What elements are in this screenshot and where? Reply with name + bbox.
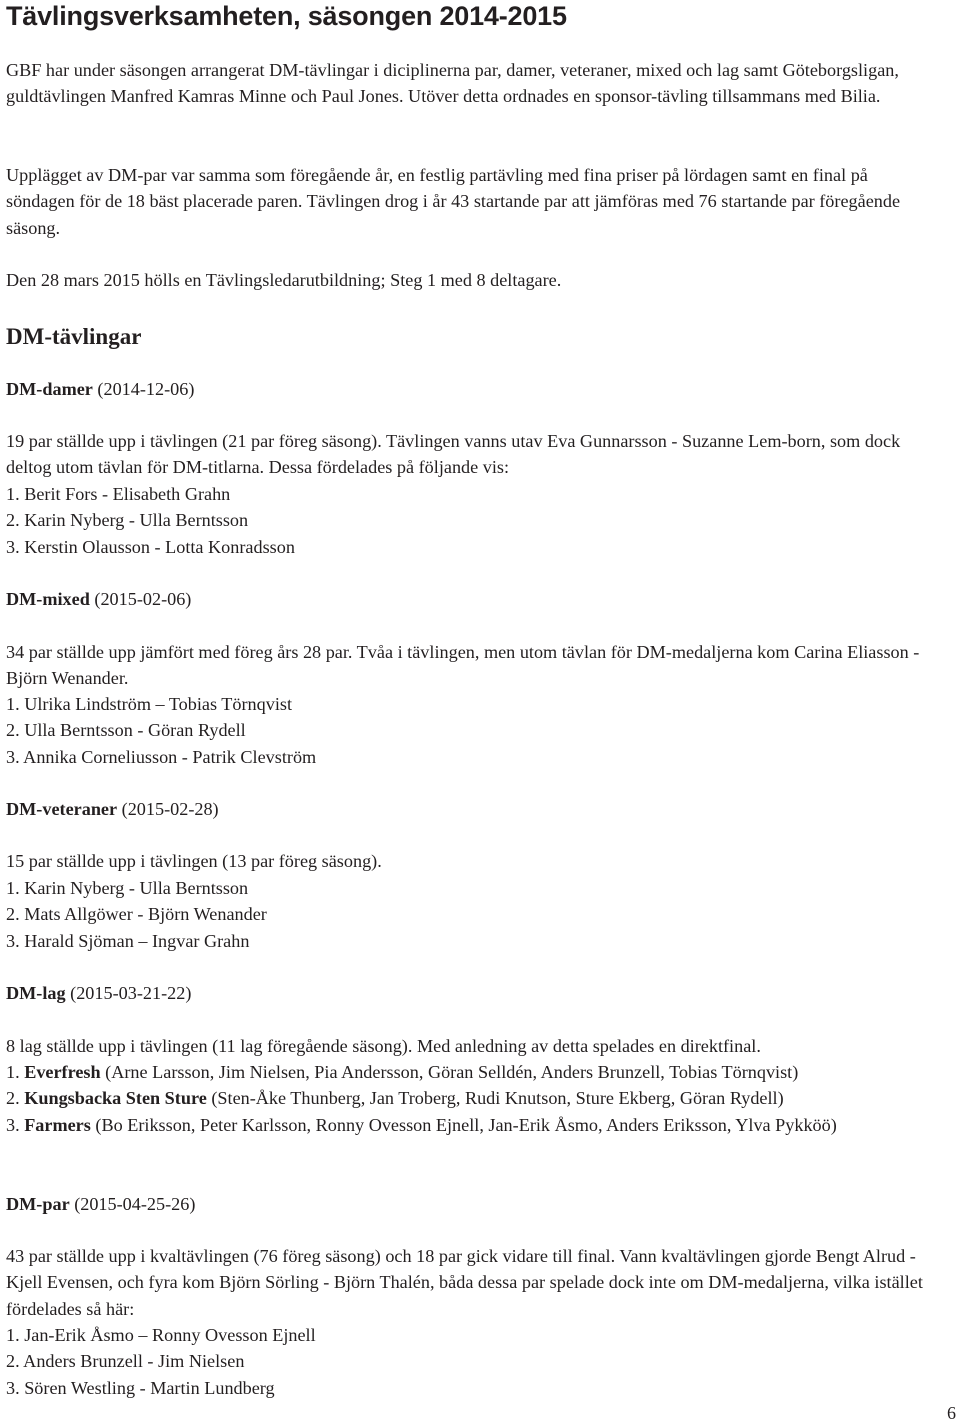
dm-damer-results	[6, 481, 954, 560]
list-item: 3. Harald Sjöman – Ingvar Grahn	[6, 930, 250, 951]
dm-par-name: DM-par	[6, 1194, 70, 1214]
dm-par-heading	[6, 1191, 954, 1217]
dm-veteraner-name: DM-veteraner	[6, 799, 118, 819]
page-number: 6	[947, 1403, 956, 1423]
dm-par-results	[6, 1322, 954, 1401]
team-name: Kungsbacka Sten Sture	[24, 1088, 207, 1109]
dm-mixed-results	[6, 691, 954, 770]
dm-damer-date: (2014-12-06)	[97, 379, 195, 399]
list-item: 2. Kungsbacka Sten Sture (Sten-Åke Thunberg, Jan Troberg, Rudi Knutson, Sture Ekberg, Göran Rydell)	[6, 1088, 784, 1109]
page-title: Tävlingsverksamheten, säsongen 2014-2015	[6, 1, 567, 31]
list-item: 1. Ulrika Lindström – Tobias Törnqvist	[6, 694, 293, 714]
dm-damer-text: 19 par ställde upp i tävlingen (21 par föreg säsong). Tävlingen vanns utav Eva Gunnarsson - Suzanne Lem-born, som dock deltog utom tävlan för DM-titlarna. Dessa fördelades på följande vis:	[6, 431, 901, 478]
list-item: 2. Anders Brunzell - Jim Nielsen	[6, 1351, 245, 1372]
dm-lag-name: DM-lag	[6, 983, 66, 1003]
dm-veteraner-text: 15 par ställde upp i tävlingen (13 par föreg säsong).	[6, 851, 382, 871]
dm-veteraner-results	[6, 875, 954, 954]
dm-mixed-name: DM-mixed	[6, 589, 90, 609]
section-heading: DM-tävlingar	[6, 324, 142, 349]
list-item: 2. Mats Allgöwer - Björn Wenander	[6, 904, 267, 925]
dm-mixed-date: (2015-02-06)	[94, 589, 192, 609]
dm-mixed-text: 34 par ställde upp jämfört med föreg års 28 par. Tvåa i tävlingen, men utom tävlan för DM-medaljerna kom Carina Eliasson - Björn Wenander.	[6, 642, 920, 689]
list-item: 3. Kerstin Olausson - Lotta Konradsson	[6, 536, 295, 557]
list-item: 1. Karin Nyberg - Ulla Berntsson	[6, 878, 249, 898]
team-name: Everfresh	[24, 1062, 101, 1082]
list-item: 1. Jan-Erik Åsmo – Ronny Ovesson Ejnell	[6, 1325, 316, 1345]
dm-damer-heading	[6, 376, 954, 402]
list-item: 2. Karin Nyberg - Ulla Berntsson	[6, 510, 249, 531]
list-item: 3. Sören Westling - Martin Lundberg	[6, 1377, 275, 1398]
intro-paragraph-3: Den 28 mars 2015 hölls en Tävlingsledarutbildning; Steg 1 med 8 deltagare.	[6, 270, 562, 290]
dm-lag-date: (2015-03-21-22)	[70, 983, 192, 1003]
list-item: 1. Berit Fors - Elisabeth Grahn	[6, 484, 231, 504]
dm-lag-results	[6, 1059, 906, 1138]
team-name: Farmers	[24, 1114, 91, 1135]
dm-veteraner-date: (2015-02-28)	[121, 799, 219, 819]
dm-veteraner-heading	[6, 796, 954, 822]
list-item: 3. Farmers (Bo Eriksson, Peter Karlsson, Ronny Ovesson Ejnell, Jan-Erik Åsmo, Anders Eriksson, Ylva Pykköö)	[6, 1114, 837, 1135]
intro-paragraph-2: Upplägget av DM-par var samma som föregående år, en festlig partävling med fina priser på lördagen samt en final på söndagen för de 18 bäst placerade paren. Tävlingen drog i år 43 startande par att jämföras med 76 startande par föregående säsong.	[6, 165, 901, 238]
dm-lag-heading	[6, 980, 954, 1006]
dm-par-text: 43 par ställde upp i kvaltävlingen (76 föreg säsong) och 18 par gick vidare till final. Vann kvaltävlingen gjorde Bengt Alrud - Kjell Evensen, och fyra kom Björn Sörling - Björn Thalén, båda dessa par spelade dock inte om DM-medaljerna, vilka istället fördelades så här:	[6, 1246, 923, 1319]
dm-lag-text: 8 lag ställde upp i tävlingen (11 lag föregående säsong). Med anledning av detta spelades en direktfinal.	[6, 1036, 761, 1056]
list-item: 3. Annika Corneliusson - Patrik Clevström	[6, 746, 317, 767]
intro-paragraph-1: GBF har under säsongen arrangerat DM-tävlingar i diciplinerna par, damer, veteraner, mixed och lag samt Göteborgsligan, guldtävlingen Manfred Kamras Minne och Paul Jones. Utöver detta ordnades en sponsor-tävling tillsammans med Bilia.	[6, 60, 899, 107]
dm-par-date: (2015-04-25-26)	[74, 1194, 196, 1214]
dm-damer-name: DM-damer	[6, 379, 93, 399]
list-item: 1. Everfresh (Arne Larsson, Jim Nielsen, Pia Andersson, Göran Selldén, Anders Brunzell, Tobias Törnqvist)	[6, 1062, 799, 1082]
list-item: 2. Ulla Berntsson - Göran Rydell	[6, 720, 246, 741]
dm-mixed-heading	[6, 586, 954, 612]
